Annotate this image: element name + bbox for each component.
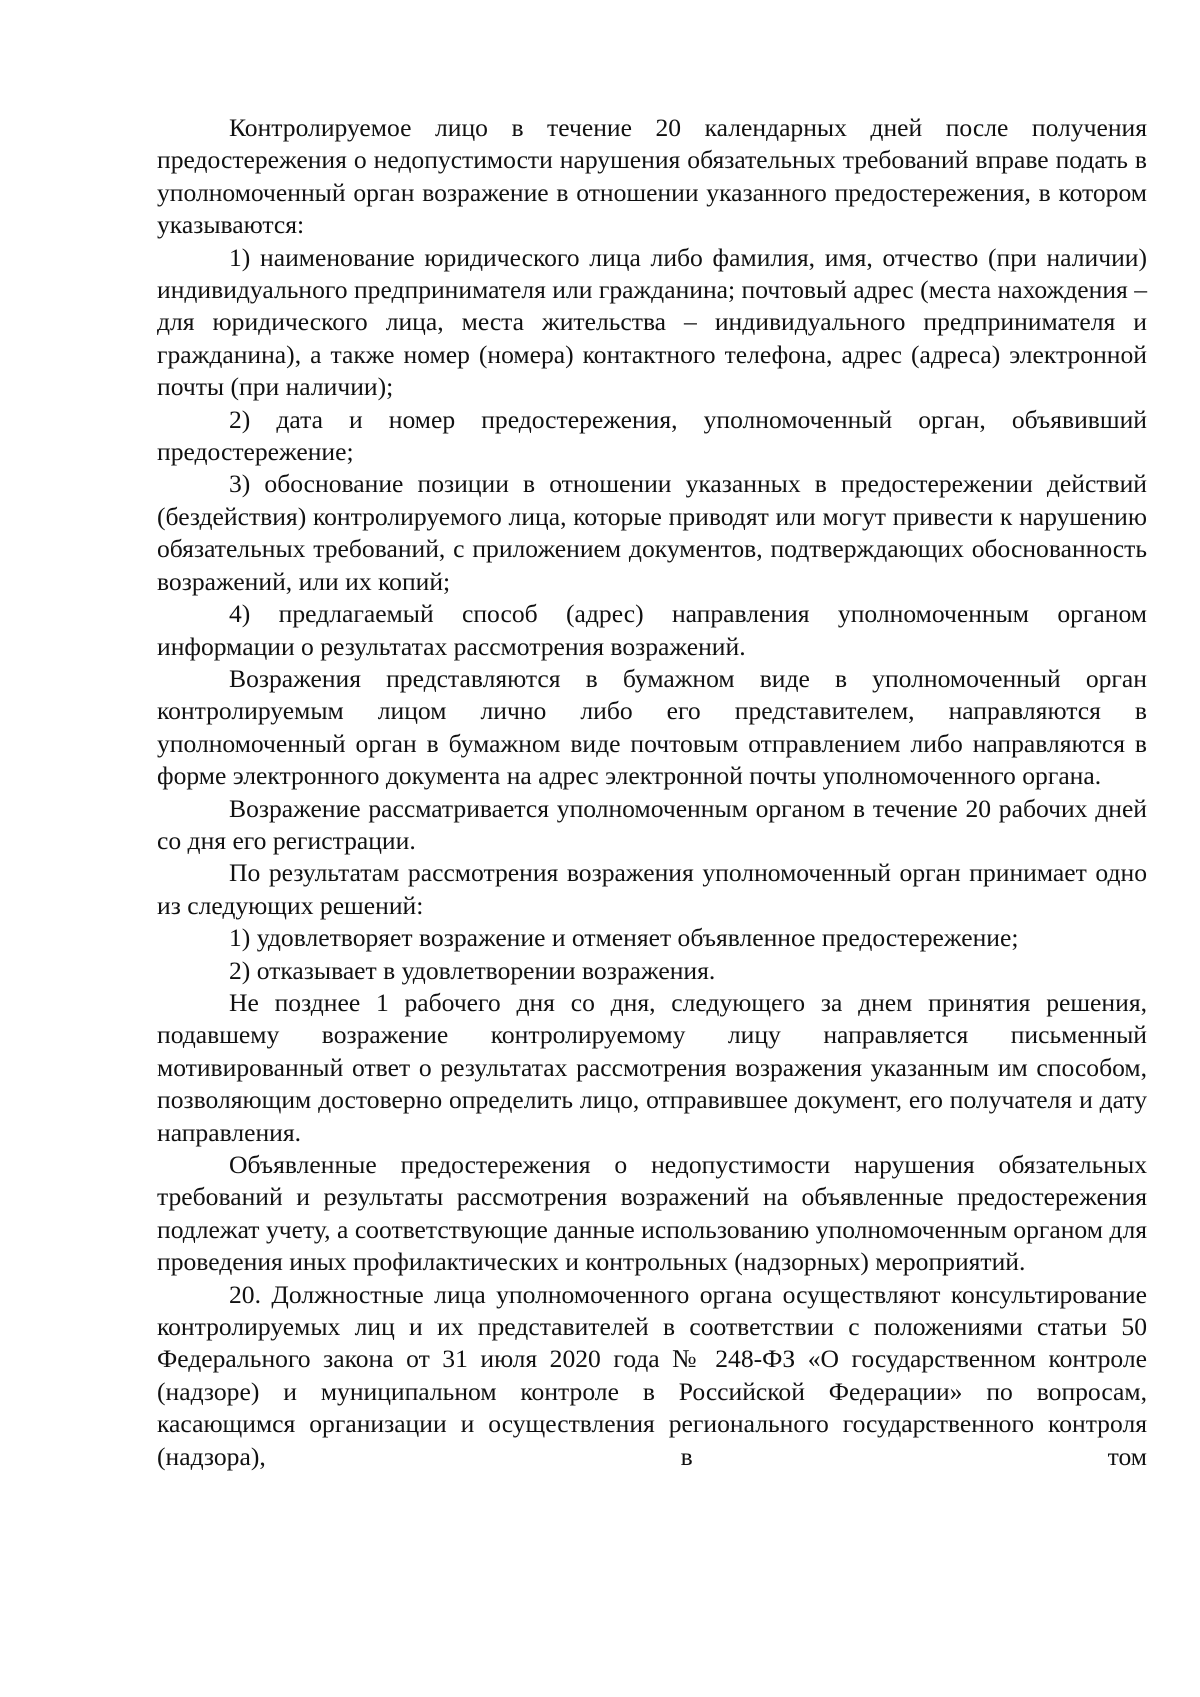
paragraph-item-2-warning-date: 2) дата и номер предостережения, уполномоченный орган, объявивший предостережение;: [157, 404, 1147, 467]
document-body: [157, 112, 1147, 1473]
paragraph-item-1-identity: 1) наименование юридического лица либо фамилия, имя, отчество (при наличии) индивидуального предпринимателя или гражданина; почтовый адрес (места нахождения – для юридического лица, места жительства – индивидуального предпринимателя и гражданина), а также номер (номера) контактного телефона, адрес (адреса) электронной почты (при наличии);: [157, 242, 1147, 402]
paragraph-objection-right: Контролируемое лицо в течение 20 календарных дней после получения предостережения о недопустимости нарушения обязательных требований вправе подать в уполномоченный орган возражение в отношении указанного предостережения, в котором указываются:: [157, 113, 1147, 240]
paragraph-item-20-consultation: 20. Должностные лица уполномоченного органа осуществляют консультирование контролируемых лиц и их представителей в соответствии с положениями статьи 50 Федерального закона от 31 июля 2020 года № 248-ФЗ «О государственном контроле (надзоре) и муниципальном контроле в Российской Федерации» по вопросам, касающимся организации и осуществления регионального государственного контроля (надзора), в том: [157, 1279, 1147, 1471]
paragraph-review-results: По результатам рассмотрения возражения уполномоченный орган принимает одно из следующих решений:: [157, 858, 1147, 920]
paragraph-response-deadline: Не позднее 1 рабочего дня со дня, следующего за днем принятия решения, подавшему возражение контролируемому лицу направляется письменный мотивированный ответ о результатах рассмотрения возражения указанным им способом, позволяющим достоверно определить лицо, отправившее документ, его получателя и дату направления.: [157, 987, 1147, 1147]
paragraph-item-4-response-method: 4) предлагаемый способ (адрес) направления уполномоченным органом информации о результатах рассмотрения возражений.: [157, 599, 1147, 661]
paragraph-decision-2: 2) отказывает в удовлетворении возражения.: [229, 955, 716, 985]
paragraph-objection-submission: Возражения представляются в бумажном виде в уполномоченный орган контролируемым лицом лично либо его представителем, направляются в уполномоченный орган в бумажном виде почтовым отправлением либо направляются в форме электронного документа на адрес электронной почты уполномоченного органа.: [157, 663, 1147, 791]
paragraph-review-period: Возражение рассматривается уполномоченным органом в течение 20 рабочих дней со дня его регистрации.: [157, 793, 1147, 855]
paragraph-decision-1: 1) удовлетворяет возражение и отменяет объявленное предостережение;: [229, 923, 1019, 953]
paragraph-warnings-accounting: Объявленные предостережения о недопустимости нарушения обязательных требований и результаты рассмотрения возражений на объявленные предостережения подлежат учету, а соответствующие данные использованию уполномоченным органом для проведения иных профилактических и контрольных (надзорных) мероприятий.: [157, 1150, 1147, 1277]
paragraph-item-3-justification: 3) обоснование позиции в отношении указанных в предостережении действий (бездействия) контролируемого лица, которые приводят или могут привести к нарушению обязательных требований, с приложением документов, подтверждающих обоснованность возражений, или их копий;: [157, 469, 1147, 596]
